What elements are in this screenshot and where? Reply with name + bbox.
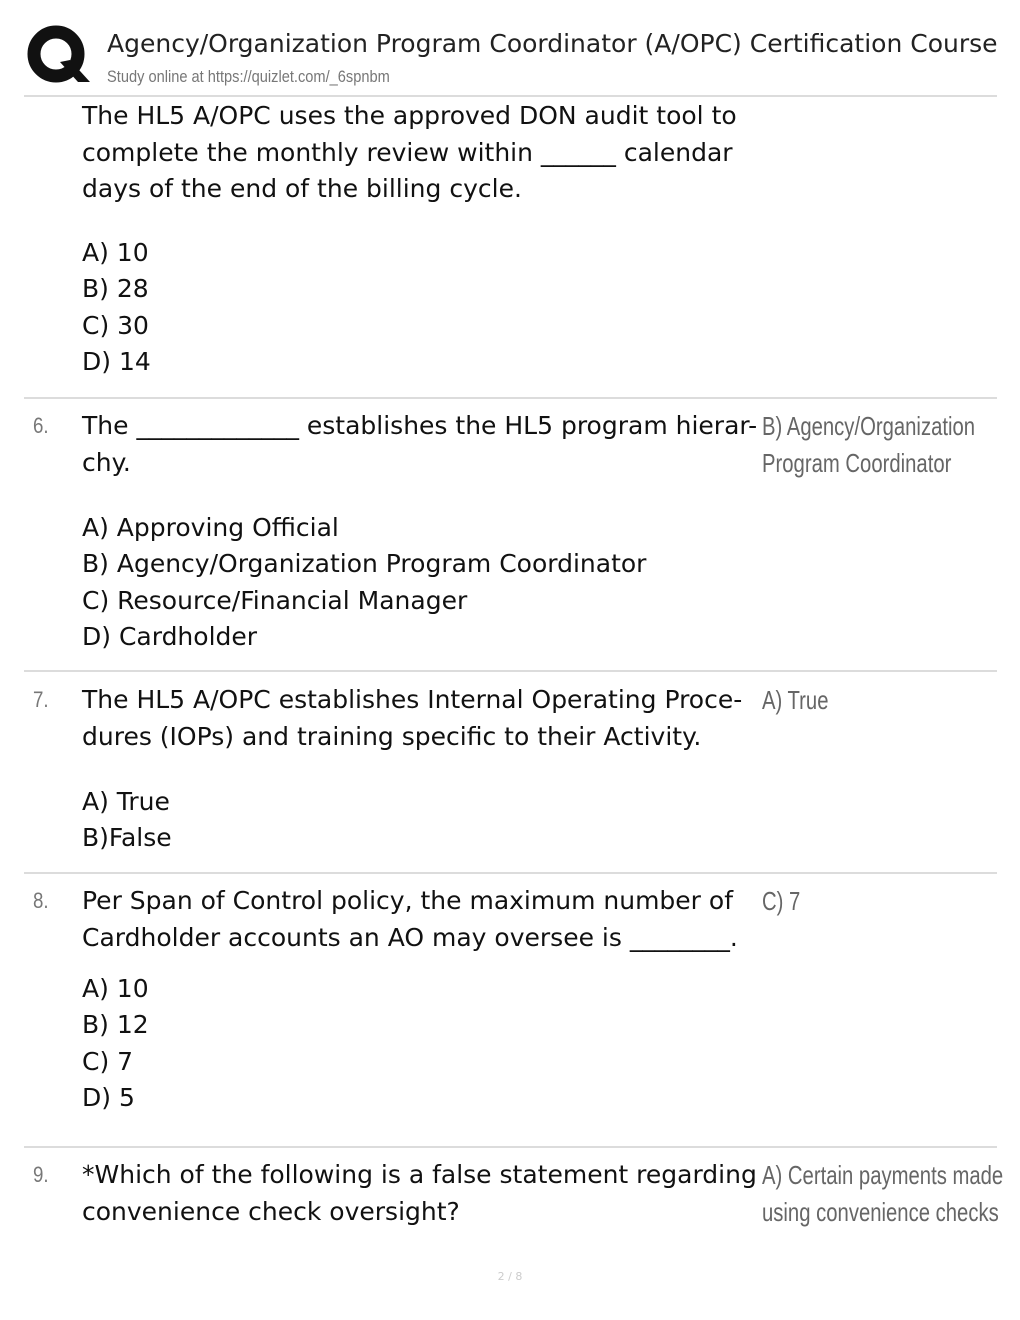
question-text (82, 1157, 758, 1230)
option-item: A) Approving Official (82, 513, 339, 542)
quizlet-q-logo-icon (26, 24, 90, 88)
option-item: B) 12 (82, 1010, 149, 1040)
question-line: dures (IOPs) and training specific to their Activity. (82, 721, 702, 751)
question-text (82, 883, 758, 956)
option-item: A) True (82, 787, 170, 816)
question-line: The HL5 A/OPC uses the approved DON audit tool to (82, 101, 737, 130)
question-line: The HL5 A/OPC establishes Internal Operating Proce- (82, 685, 743, 714)
option-list (82, 510, 646, 656)
question-number: 7. (33, 687, 49, 712)
answer-line: using convenience checks (762, 1196, 999, 1227)
option-item: D) 14 (82, 347, 151, 377)
question-divider (24, 397, 997, 399)
answer-text (762, 883, 953, 920)
question-number: 9. (33, 1162, 49, 1187)
option-item: A) 10 (82, 238, 149, 267)
option-item: D) 5 (82, 1083, 135, 1113)
question-line: convenience check oversight? (82, 1196, 460, 1226)
question-text (82, 98, 758, 208)
option-item: C) 30 (82, 310, 149, 340)
option-item: A) 10 (82, 974, 149, 1003)
answer-line: Program Coordinator (762, 447, 952, 478)
study-online-link[interactable]: Study online at https://quizlet.com/_6spnbm (107, 67, 390, 86)
question-divider (24, 872, 997, 874)
question-number: 6. (33, 413, 49, 438)
option-item: C) 7 (82, 1046, 134, 1076)
answer-line: A) True (762, 685, 829, 715)
answer-text (762, 1157, 1004, 1230)
question-line: The _____________ establishes the HL5 program hierar- (82, 411, 758, 440)
option-item: B)False (82, 823, 172, 853)
option-item: B) Agency/Organization Program Coordinator (82, 549, 647, 579)
page-number: 2 / 8 (497, 1270, 523, 1283)
option-item: B) 28 (82, 274, 149, 304)
answer-line: A) Certain payments made (762, 1160, 1004, 1190)
question-line: *Which of the following is a false statement regarding (82, 1160, 757, 1189)
question-divider (24, 1146, 997, 1148)
question-divider (24, 670, 997, 672)
option-list (82, 784, 172, 857)
question-text (82, 682, 758, 755)
option-list (82, 971, 149, 1117)
document-title: Agency/Organization Program Coordinator (A/OPC) Certification Course (107, 29, 998, 58)
answer-text (762, 408, 976, 481)
question-line: chy. (82, 447, 131, 477)
question-line: complete the monthly review within ______ calendar (82, 137, 733, 167)
question-number: 8. (33, 888, 49, 913)
answer-line: C) 7 (762, 886, 801, 916)
question-text (82, 408, 758, 481)
answer-line: B) Agency/Organization (762, 411, 976, 441)
answer-text (762, 682, 953, 719)
question-line: Cardholder accounts an AO may oversee is ________. (82, 922, 738, 952)
option-item: C) Resource/Financial Manager (82, 585, 468, 615)
question-line: days of the end of the billing cycle. (82, 174, 522, 203)
option-item: D) Cardholder (82, 622, 258, 652)
header-divider (24, 95, 997, 97)
option-list (82, 235, 151, 381)
question-line: Per Span of Control policy, the maximum number of (82, 886, 733, 915)
